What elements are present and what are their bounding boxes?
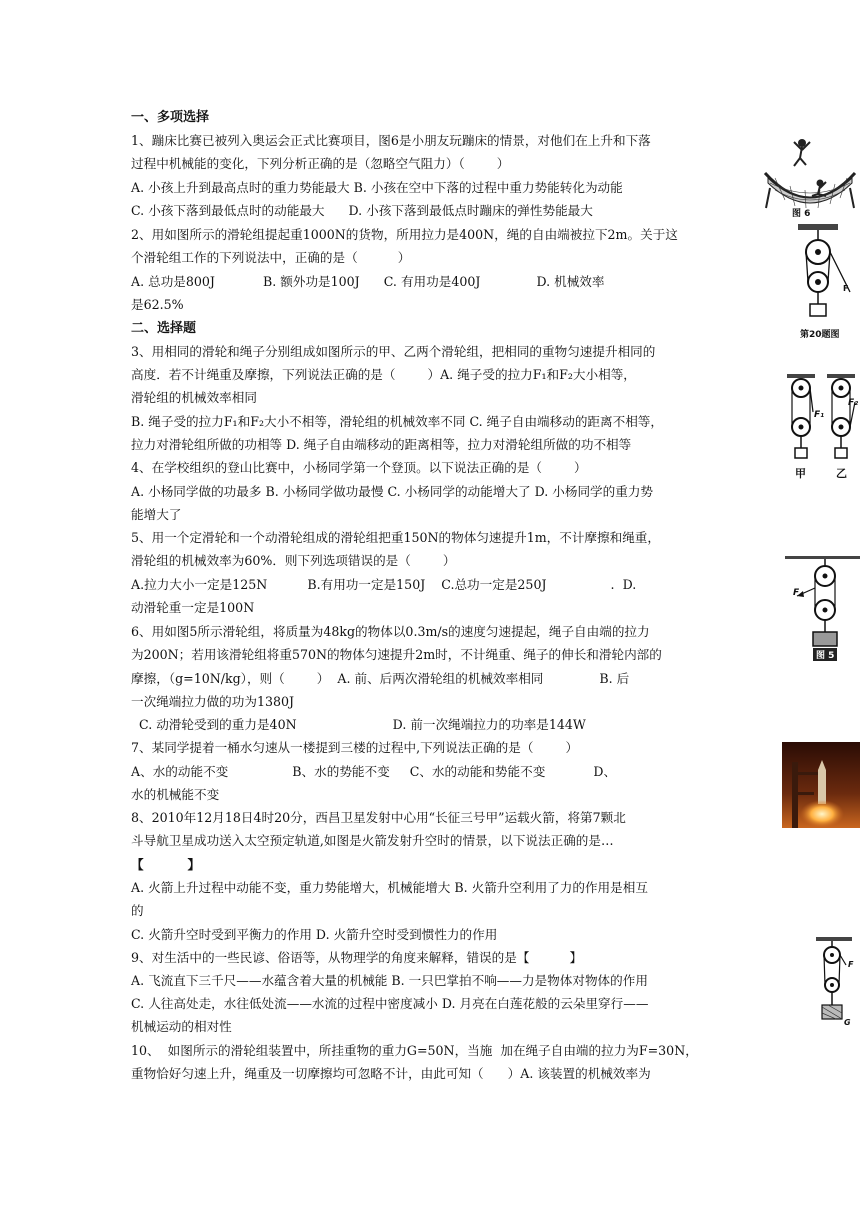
question-line: 4、在学校组织的登山比赛中，小杨同学第一个登顶。以下说法正确的是（ ） <box>131 460 587 475</box>
question-line: 过程中机械能的变化，下列分析正确的是（忽略空气阻力）（ ） <box>131 156 510 171</box>
question-line: 是62.5% <box>131 297 184 312</box>
fig20-caption: 第20题图 <box>800 330 840 340</box>
question-line: B. 绳子受的拉力F₁和F₂大小不相等，滑轮组的机械效率不同 C. 绳子自由端移动的距离不相等， <box>131 414 663 429</box>
question-line: A.拉力大小一定是125N B.有用功一定是150J C.总功一定是250J . D. <box>131 577 637 592</box>
jia-label: 甲 <box>795 467 806 480</box>
question-line: 摩擦，（g=10N/kg），则（ ） A. 前、后两次滑轮组的机械效率相同 B. 后 <box>131 671 630 686</box>
fig20-force-label: F <box>843 284 849 293</box>
question-line: 一次绳端拉力做的功为1380J <box>131 694 295 709</box>
fig5-caption: 图 5 <box>813 648 837 661</box>
rocket-launch-photo <box>782 742 860 828</box>
question-line: 斗导航卫星成功送入太空预定轨道,如图是火箭发射升空时的情景，以下说法正确的是… <box>131 833 614 848</box>
question-line: 水的机械能不变 <box>131 787 220 802</box>
question-line: 为200N；若用该滑轮组将重570N的物体匀速提升2m时，不计绳重、绳子的伸长和滑轮内部的 <box>131 647 662 662</box>
pulley-figure-20 <box>780 222 860 332</box>
question-line: 的 <box>131 903 144 918</box>
question-line: C. 小孩下落到最低点时的动能最大 D. 小孩下落到最低点时蹦床的弹性势能最大 <box>131 203 593 218</box>
trampoline-caption: 图 6 <box>792 209 811 219</box>
question-line: 动滑轮重一定是100N <box>131 600 255 615</box>
question-line: A. 飞流直下三千尺——水蕴含着大量的机械能 B. 一只巴掌拍不响——力是物体对物体的作用 <box>131 973 648 988</box>
question-line: A. 总功是800J B. 额外功是100J C. 有用功是400J D. 机械效率 <box>131 274 605 289</box>
question-line: 7、某同学提着一桶水匀速从一楼提到三楼的过程中,下列说法正确的是（ ） <box>131 740 579 755</box>
fig10-force-label: F <box>848 960 854 969</box>
question-line: 个滑轮组工作的下列说法中，正确的是（ ） <box>131 250 411 265</box>
fig5-force-label: F <box>793 588 800 598</box>
yi-label: 乙 <box>836 467 847 480</box>
question-line: 滑轮组的机械效率为60%．则下列选项错误的是（ ） <box>131 553 456 568</box>
question-line: 6、用如图5所示滑轮组，将质量为48kg的物体以0.3m/s的速度匀速提起，绳子自由端的拉力 <box>131 624 650 639</box>
question-line: 滑轮组的机械效率相同 <box>131 390 257 405</box>
question-line: 拉力对滑轮组所做的功相等 D. 绳子自由端移动的距离相等，拉力对滑轮组所做的功不相等 <box>131 437 632 452</box>
question-line: 8、2010年12月18日4时20分，西昌卫星发射中心用“长征三号甲”运载火箭，将第7颗北 <box>131 810 626 825</box>
f1-label: F₁ <box>814 410 825 420</box>
question-line: A. 火箭上升过程中动能不变，重力势能增大，机械能增大 B. 火箭升空利用了力的作用是相互 <box>131 880 648 895</box>
question-line: A. 小孩上升到最高点时的重力势能最大 B. 小孩在空中下落的过程中重力势能转化为动能 <box>131 180 623 195</box>
pulley-figure-10 <box>812 935 860 1035</box>
question-line: 高度．若不计绳重及摩擦，下列说法正确的是（ ）A. 绳子受的拉力F₁和F₂大小相等， <box>131 367 636 382</box>
pulley-figure-5 <box>785 548 860 660</box>
section-title-multiple-choice: 一、多项选择 <box>131 110 210 125</box>
question-line: 3、用相同的滑轮和绳子分别组成如图所示的甲、乙两个滑轮组，把相同的重物匀速提升相同的 <box>131 344 656 359</box>
section-title-choice: 二、选择题 <box>131 321 197 336</box>
question-line: A. 小杨同学做的功最多 B. 小杨同学做功最慢 C. 小杨同学的动能增大了 D. 小杨同学的重力势 <box>131 484 654 499</box>
question-line: 重物恰好匀速上升，绳重及一切摩擦均可忽略不计，由此可知（ ）A. 该装置的机械效率为 <box>131 1066 651 1081</box>
answer-bracket: 【 】 <box>131 857 201 872</box>
question-line: A、水的动能不变 B、水的势能不变 C、水的动能和势能不变 D、 <box>131 764 617 779</box>
question-line: 机械运动的相对性 <box>131 1019 232 1034</box>
fig10-weight-label: G <box>844 1018 851 1027</box>
question-line: C. 动滑轮受到的重力是40N D. 前一次绳端拉力的功率是144W <box>131 717 586 732</box>
question-line: 5、用一个定滑轮和一个动滑轮组成的滑轮组把重150N的物体匀速提升1m，不计摩擦和绳重， <box>131 530 660 545</box>
question-line: 10、 如图所示的滑轮组装置中，所挂重物的重力G=50N，当施 加在绳子自由端的拉力为F=30N， <box>131 1043 698 1058</box>
question-line: C. 人往高处走，水往低处流——水流的过程中密度减小 D. 月亮在白莲花般的云朵里穿行—— <box>131 996 649 1011</box>
question-line: 1、蹦床比赛已被列入奥运会正式比赛项目，图6是小朋友玩蹦床的情景，对他们在上升和下落 <box>131 133 651 148</box>
question-line: C. 火箭升空时受到平衡力的作用 D. 火箭升空时受到惯性力的作用 <box>131 927 498 942</box>
question-line: 2、用如图所示的滑轮组提起重1000N的货物，所用拉力是400N，绳的自由端被拉下2m。关于这 <box>131 227 678 242</box>
trampoline-figure <box>760 128 860 218</box>
question-line: 能增大了 <box>131 507 182 522</box>
f2-label: F₂ <box>848 398 859 408</box>
question-line: 9、对生活中的一些民谚、俗语等，从物理学的角度来解释，错误的是【 】 <box>131 950 583 965</box>
